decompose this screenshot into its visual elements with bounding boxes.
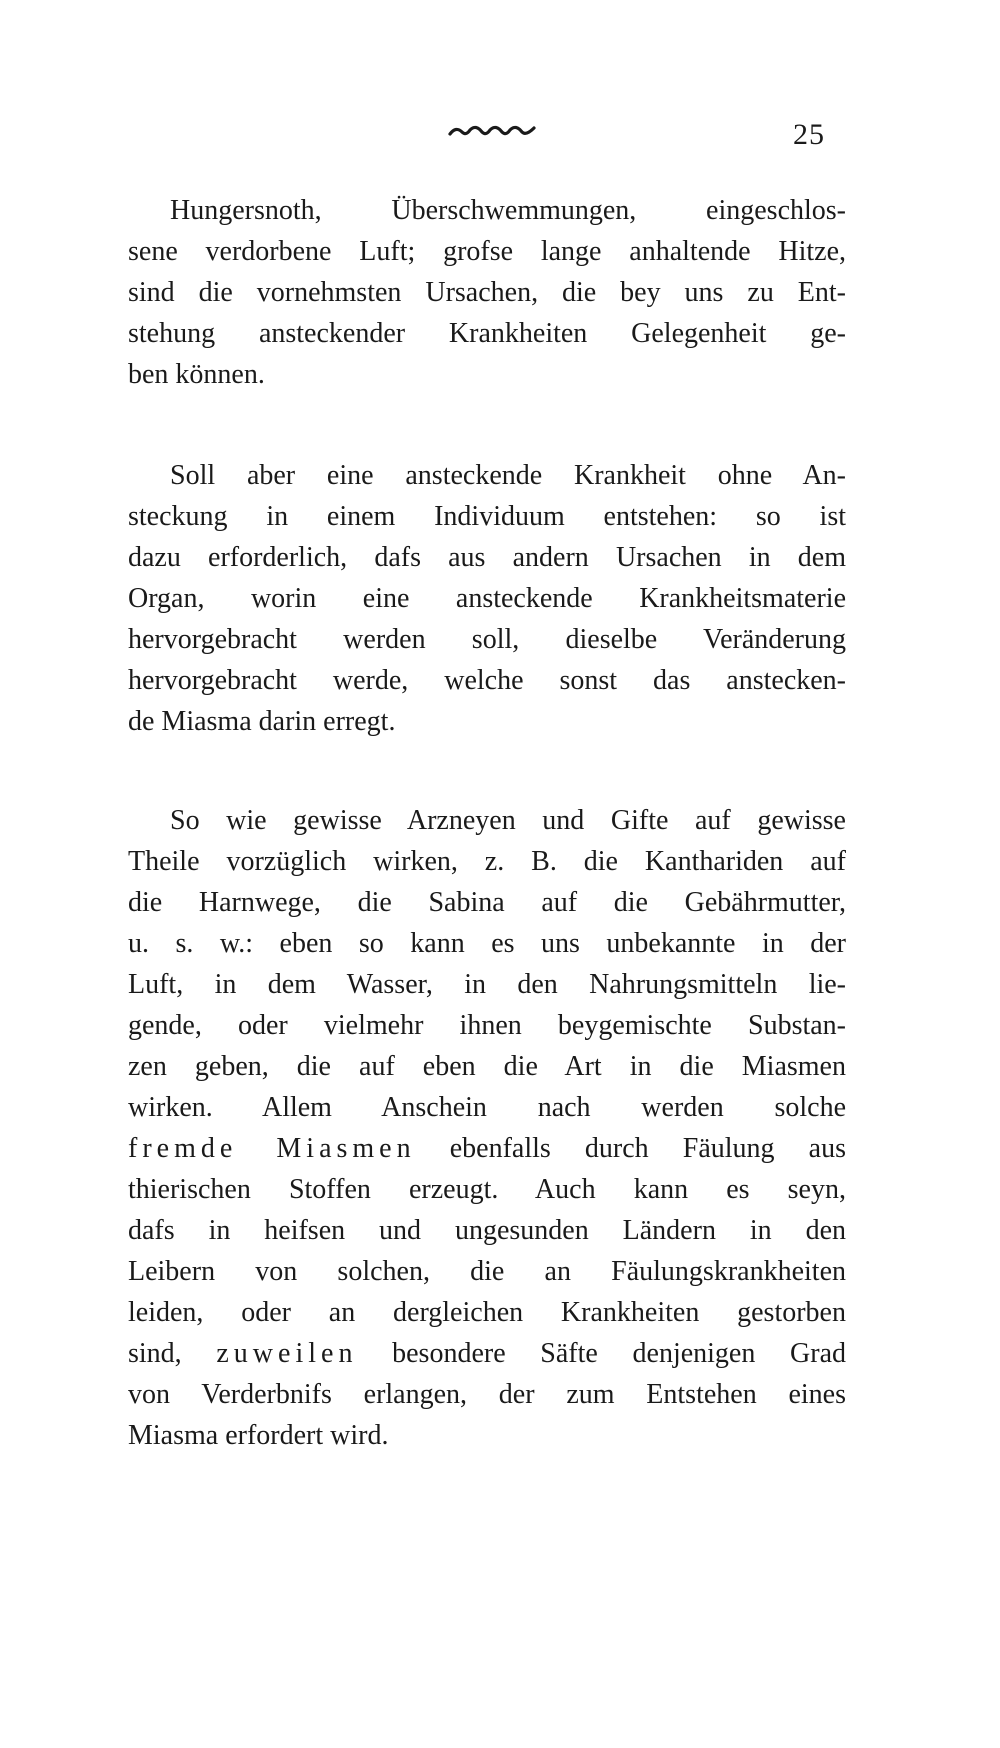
- text-line: hervorgebracht werde, welche sonst das anstecken-: [128, 665, 846, 696]
- text-line: dafs in heifsen und ungesunden Ländern in den: [128, 1215, 846, 1246]
- text-line: sene verdorbene Luft; grofse lange anhaltende Hitze,: [128, 236, 846, 267]
- ornament-icon: [448, 122, 536, 142]
- text-line: zen geben, die auf eben die Art in die Miasmen: [128, 1051, 846, 1082]
- text-line: Leibern von solchen, die an Fäulungskrankheiten: [128, 1256, 846, 1287]
- text-line: von Verderbnifs erlangen, der zum Entstehen eines: [128, 1379, 846, 1410]
- text-line: u. s. w.: eben so kann es uns unbekannte in der: [128, 928, 846, 959]
- paragraph-1: [128, 190, 846, 395]
- text-line: Luft, in dem Wasser, in den Nahrungsmitteln lie-: [128, 969, 846, 1000]
- spaced-emphasis: fremde Miasmen: [128, 1133, 416, 1164]
- text-line: hervorgebracht werden soll, dieselbe Veränderung: [128, 624, 846, 655]
- text-segment: besondere Säfte denjenigen Grad: [392, 1338, 847, 1369]
- text-segment: ebenfalls durch Fäulung aus: [449, 1133, 846, 1164]
- text-line: [128, 1333, 846, 1374]
- spaced-emphasis: zuweilen: [216, 1338, 358, 1369]
- text-line: thierischen Stoffen erzeugt. Auch kann es seyn,: [128, 1174, 846, 1205]
- text-line: sind die vornehmsten Ursachen, die bey uns zu Ent-: [128, 277, 846, 308]
- text-line: steckung in einem Individuum entstehen: so ist: [128, 501, 846, 532]
- text-line: leiden, oder an dergleichen Krankheiten gestorben: [128, 1297, 846, 1328]
- text-line: Organ, worin eine ansteckende Krankheitsmaterie: [128, 583, 846, 614]
- text-line: stehung ansteckender Krankheiten Gelegenheit ge-: [128, 318, 846, 349]
- paragraph-3: [128, 800, 846, 1456]
- text-line: ben können.: [128, 359, 265, 390]
- text-line: Miasma erfordert wird.: [128, 1420, 389, 1451]
- text-line: dazu erforderlich, dafs aus andern Ursachen in dem: [128, 542, 846, 573]
- text-line: So wie gewisse Arzneyen und Gifte auf gewisse: [170, 805, 846, 836]
- text-line: Hungersnoth, Überschwemmungen, eingeschlos-: [170, 195, 846, 226]
- text-line: de Miasma darin erregt.: [128, 706, 396, 737]
- text-line: [128, 1128, 846, 1169]
- text-line: Theile vorzüglich wirken, z. B. die Kanthariden auf: [128, 846, 846, 877]
- text-line: gende, oder vielmehr ihnen beygemischte Substan-: [128, 1010, 846, 1041]
- paragraph-2: [128, 455, 846, 742]
- text-line: Soll aber eine ansteckende Krankheit ohne An-: [170, 460, 846, 491]
- text-line: wirken. Allem Anschein nach werden solche: [128, 1092, 846, 1123]
- text-segment: sind,: [128, 1338, 182, 1369]
- page-header: [0, 118, 1000, 158]
- text-line: die Harnwege, die Sabina auf die Gebährmutter,: [128, 887, 846, 918]
- page-number: 25: [793, 118, 825, 151]
